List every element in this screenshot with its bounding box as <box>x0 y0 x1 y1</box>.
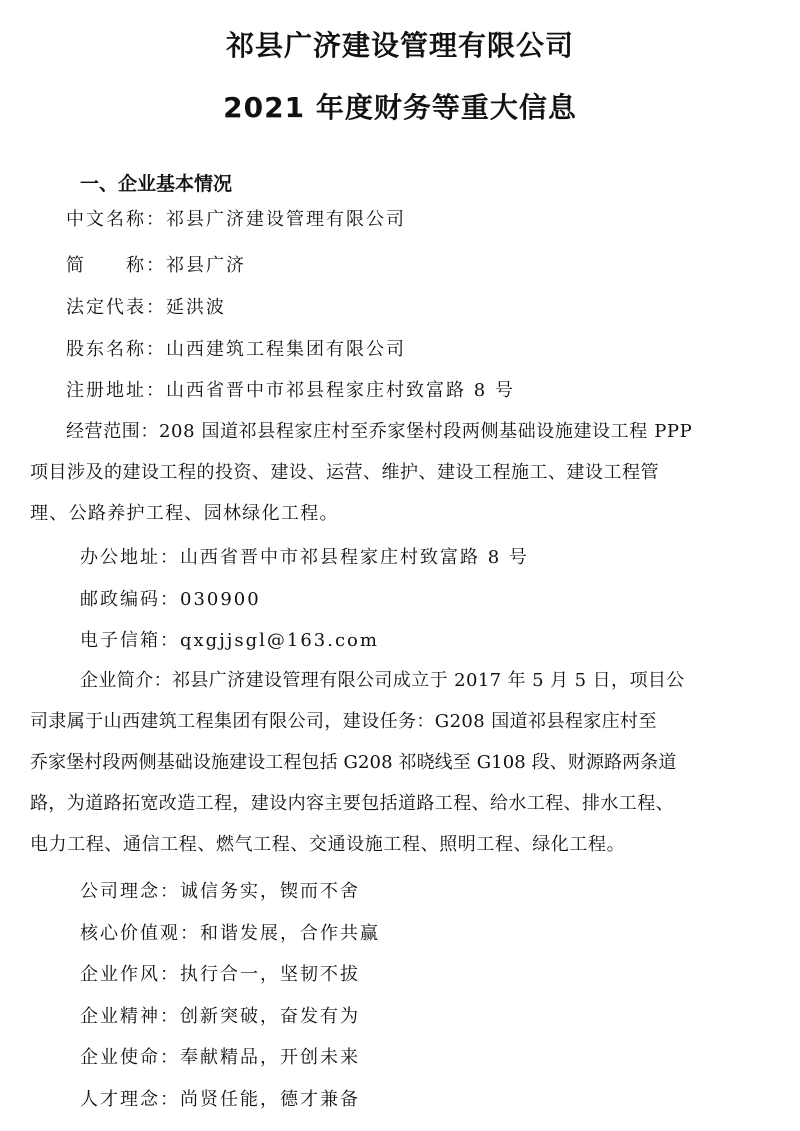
field-label: 简 称： <box>66 255 166 276</box>
paragraph-line: 经营范围：208 国道祁县程家庄村至乔家堡村段两侧基础设施建设工程 PPP <box>66 421 693 442</box>
field-label: 人才理念： <box>80 1089 180 1110</box>
field-core-values <box>80 922 380 946</box>
field-postcode <box>80 588 261 612</box>
field-value: 诚信务实，锲而不舍 <box>180 881 360 902</box>
field-value: 和谐发展，合作共赢 <box>200 923 380 944</box>
paragraph-line: 理、公路养护工程、园林绿化工程。 <box>30 503 339 524</box>
field-label: 企业作风： <box>80 964 180 985</box>
field-label: 办公地址： <box>80 547 180 568</box>
field-office-address <box>80 546 529 570</box>
field-label: 法定代表： <box>66 297 166 318</box>
field-short-name <box>66 254 246 278</box>
paragraph-line: 企业简介：祁县广济建设管理有限公司成立于 2017 年 5 月 5 日，项目公 <box>80 670 685 691</box>
section-heading: 一、企业基本情况 <box>80 173 233 195</box>
field-value: 030900 <box>180 589 261 610</box>
field-label: 企业使命： <box>80 1047 180 1068</box>
paragraph-line: 项目涉及的建设工程的投资、建设、运营、维护、建设工程施工、建设工程管 <box>30 462 659 483</box>
field-value: 山西省晋中市祁县程家庄村致富路 8 号 <box>180 547 529 568</box>
field-value: 山西建筑工程集团有限公司 <box>166 339 406 360</box>
paragraph-line: 司隶属于山西建筑工程集团有限公司，建设任务：G208 国道祁县程家庄村至 <box>30 711 657 732</box>
field-philosophy <box>80 880 360 904</box>
paragraph-line: 电力工程、通信工程、燃气工程、交通设施工程、照明工程、绿化工程。 <box>30 834 626 855</box>
field-value: 延洪波 <box>166 297 226 318</box>
document-subtitle: 2021 年度财务等重大信息 <box>223 91 577 124</box>
field-value: 创新突破，奋发有为 <box>180 1006 360 1027</box>
field-value: 奉献精品，开创未来 <box>180 1047 360 1068</box>
field-mission <box>80 1046 360 1070</box>
field-label: 股东名称： <box>66 339 166 360</box>
field-value: 祁县广济 <box>166 255 246 276</box>
document-title: 祁县广济建设管理有限公司 <box>225 29 574 62</box>
field-style <box>80 963 360 987</box>
field-label: 企业精神： <box>80 1006 180 1027</box>
field-shareholder <box>66 338 406 362</box>
field-label: 邮政编码： <box>80 589 180 610</box>
field-value: 山西省晋中市祁县程家庄村致富路 8 号 <box>166 380 515 401</box>
field-value: 祁县广济建设管理有限公司 <box>166 209 406 230</box>
field-label: 核心价值观： <box>80 923 200 944</box>
field-label: 电子信箱： <box>80 630 180 651</box>
field-chinese-name <box>66 208 406 232</box>
paragraph-line: 路，为道路拓宽改造工程，建设内容主要包括道路工程、给水工程、排水工程、 <box>30 793 674 814</box>
field-label: 公司理念： <box>80 881 180 902</box>
paragraph-line: 乔家堡村段两侧基础设施建设工程包括 G208 祁晓线至 G108 段、财源路两条道 <box>30 752 677 773</box>
company-profile-paragraph <box>30 660 770 865</box>
field-value: qxgjjsgl@163.com <box>180 630 379 651</box>
field-legal-rep <box>66 296 226 320</box>
field-reg-address <box>66 379 515 403</box>
field-value: 尚贤任能，德才兼备 <box>180 1089 360 1110</box>
field-label: 中文名称： <box>66 209 166 230</box>
field-value: 执行合一，坚韧不拔 <box>180 964 360 985</box>
field-email <box>80 629 379 653</box>
field-talent <box>80 1088 360 1112</box>
field-spirit <box>80 1005 360 1029</box>
business-scope-paragraph <box>30 411 766 534</box>
field-label: 注册地址： <box>66 380 166 401</box>
